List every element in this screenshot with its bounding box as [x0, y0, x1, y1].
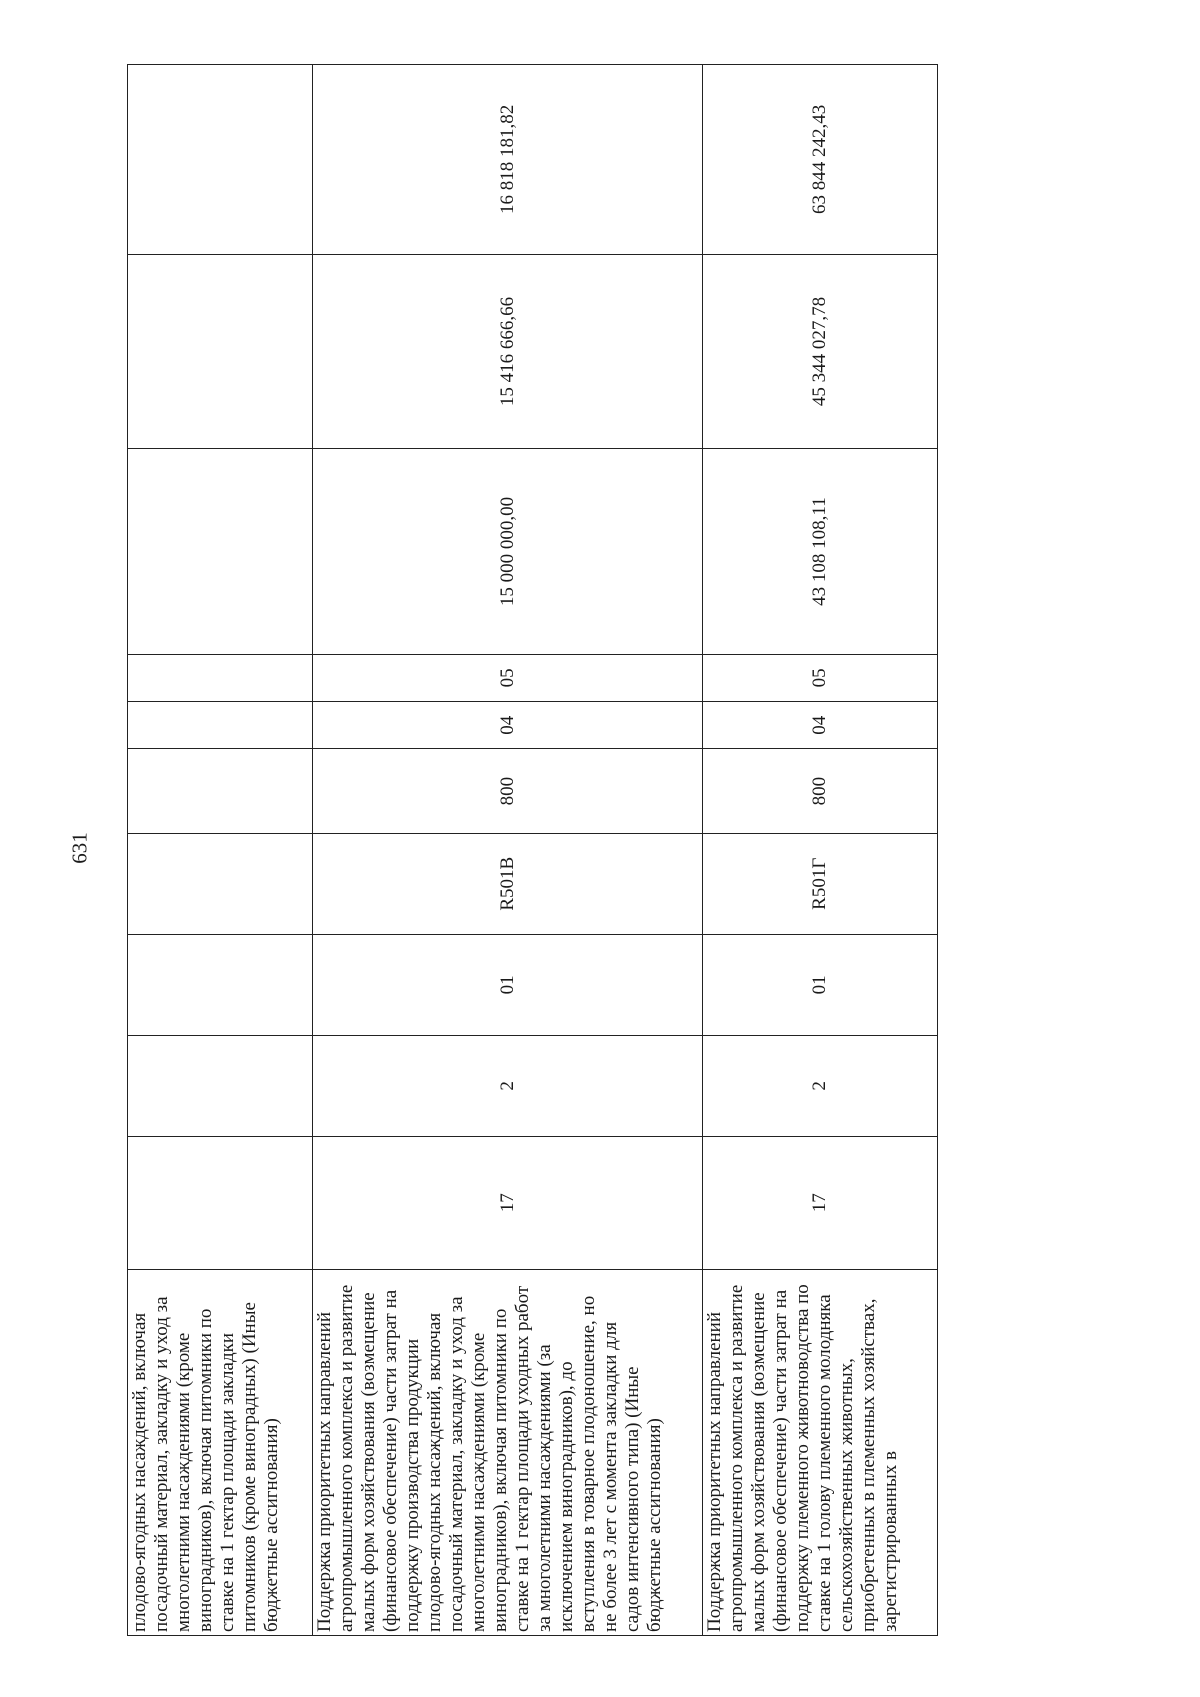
- expense-type-cell: 800: [703, 749, 938, 833]
- row-description: Поддержка приоритетных направлений агропромышленного комплекса и развитие малых форм хозяйствования (возмещение (финансовое обеспечение) части затрат на поддержку производства продукции плодово-ягодных насаждений, включая посадочный материал, закладку и уход за многолетними насаждениями (кроме виноградников), включая питомники по ставке на 1 гектар площади уходных работ за многолетними насаждениями (за исключением виноградников), до вступления в товарное плодоношение, но не более 3 лет с момента закладки для садов интенсивного типа) (Иные бюджетные ассигнования): [313, 1269, 703, 1635]
- amount-year1-cell: 43 108 108,11: [703, 449, 938, 654]
- row-description: Поддержка приоритетных направлений агропромышленного комплекса и развитие малых форм хозяйствования (возмещение (финансовое обеспечение) части затрат на поддержку племенного животноводства по ставке на 1 голову племенного молодняка сельскохозяйственных животных, приобретенных в племенных хозяйствах, зарегистрированных в: [703, 1269, 938, 1635]
- table-row: [313, 65, 703, 1636]
- program-cell: [128, 1035, 313, 1136]
- expense-type-cell: [128, 749, 313, 833]
- target-code-cell: [128, 833, 313, 934]
- section-cell: 04: [703, 702, 938, 749]
- ministry-code-cell: 17: [703, 1136, 938, 1269]
- amount-year1-cell: 15 000 000,00: [313, 449, 703, 654]
- subprogram-cell: 01: [703, 934, 938, 1035]
- subsection-cell: 05: [703, 654, 938, 701]
- amount-year2-cell: 15 416 666,66: [313, 254, 703, 449]
- table-row: [128, 65, 313, 1636]
- subprogram-cell: 01: [313, 934, 703, 1035]
- amount-year1-cell: [128, 449, 313, 654]
- table-row: [703, 65, 938, 1636]
- subsection-cell: [128, 654, 313, 701]
- ministry-code-cell: [128, 1136, 313, 1269]
- section-cell: [128, 702, 313, 749]
- target-code-cell: R501Г: [703, 833, 938, 934]
- program-cell: 2: [703, 1035, 938, 1136]
- subprogram-cell: [128, 934, 313, 1035]
- amount-year2-cell: 45 344 027,78: [703, 254, 938, 449]
- expense-type-cell: 800: [313, 749, 703, 833]
- rotated-page-content: [127, 36, 1087, 1636]
- amount-year3-cell: 63 844 242,43: [703, 65, 938, 255]
- amount-year3-cell: 16 818 181,82: [313, 65, 703, 255]
- subsection-cell: 05: [313, 654, 703, 701]
- row-description: плодово-ягодных насаждений, включая посадочный материал, закладку и уход за многолетними насаждениями (кроме виноградников), включая питомники по ставке на 1 гектар площади закладки питомников (кроме виноградных) (Иные бюджетные ассигнования): [128, 1269, 313, 1635]
- budget-table: [127, 64, 938, 1636]
- program-cell: 2: [313, 1035, 703, 1136]
- section-cell: 04: [313, 702, 703, 749]
- amount-year3-cell: [128, 65, 313, 255]
- page-number: 631: [67, 832, 92, 864]
- target-code-cell: R501В: [313, 833, 703, 934]
- ministry-code-cell: 17: [313, 1136, 703, 1269]
- amount-year2-cell: [128, 254, 313, 449]
